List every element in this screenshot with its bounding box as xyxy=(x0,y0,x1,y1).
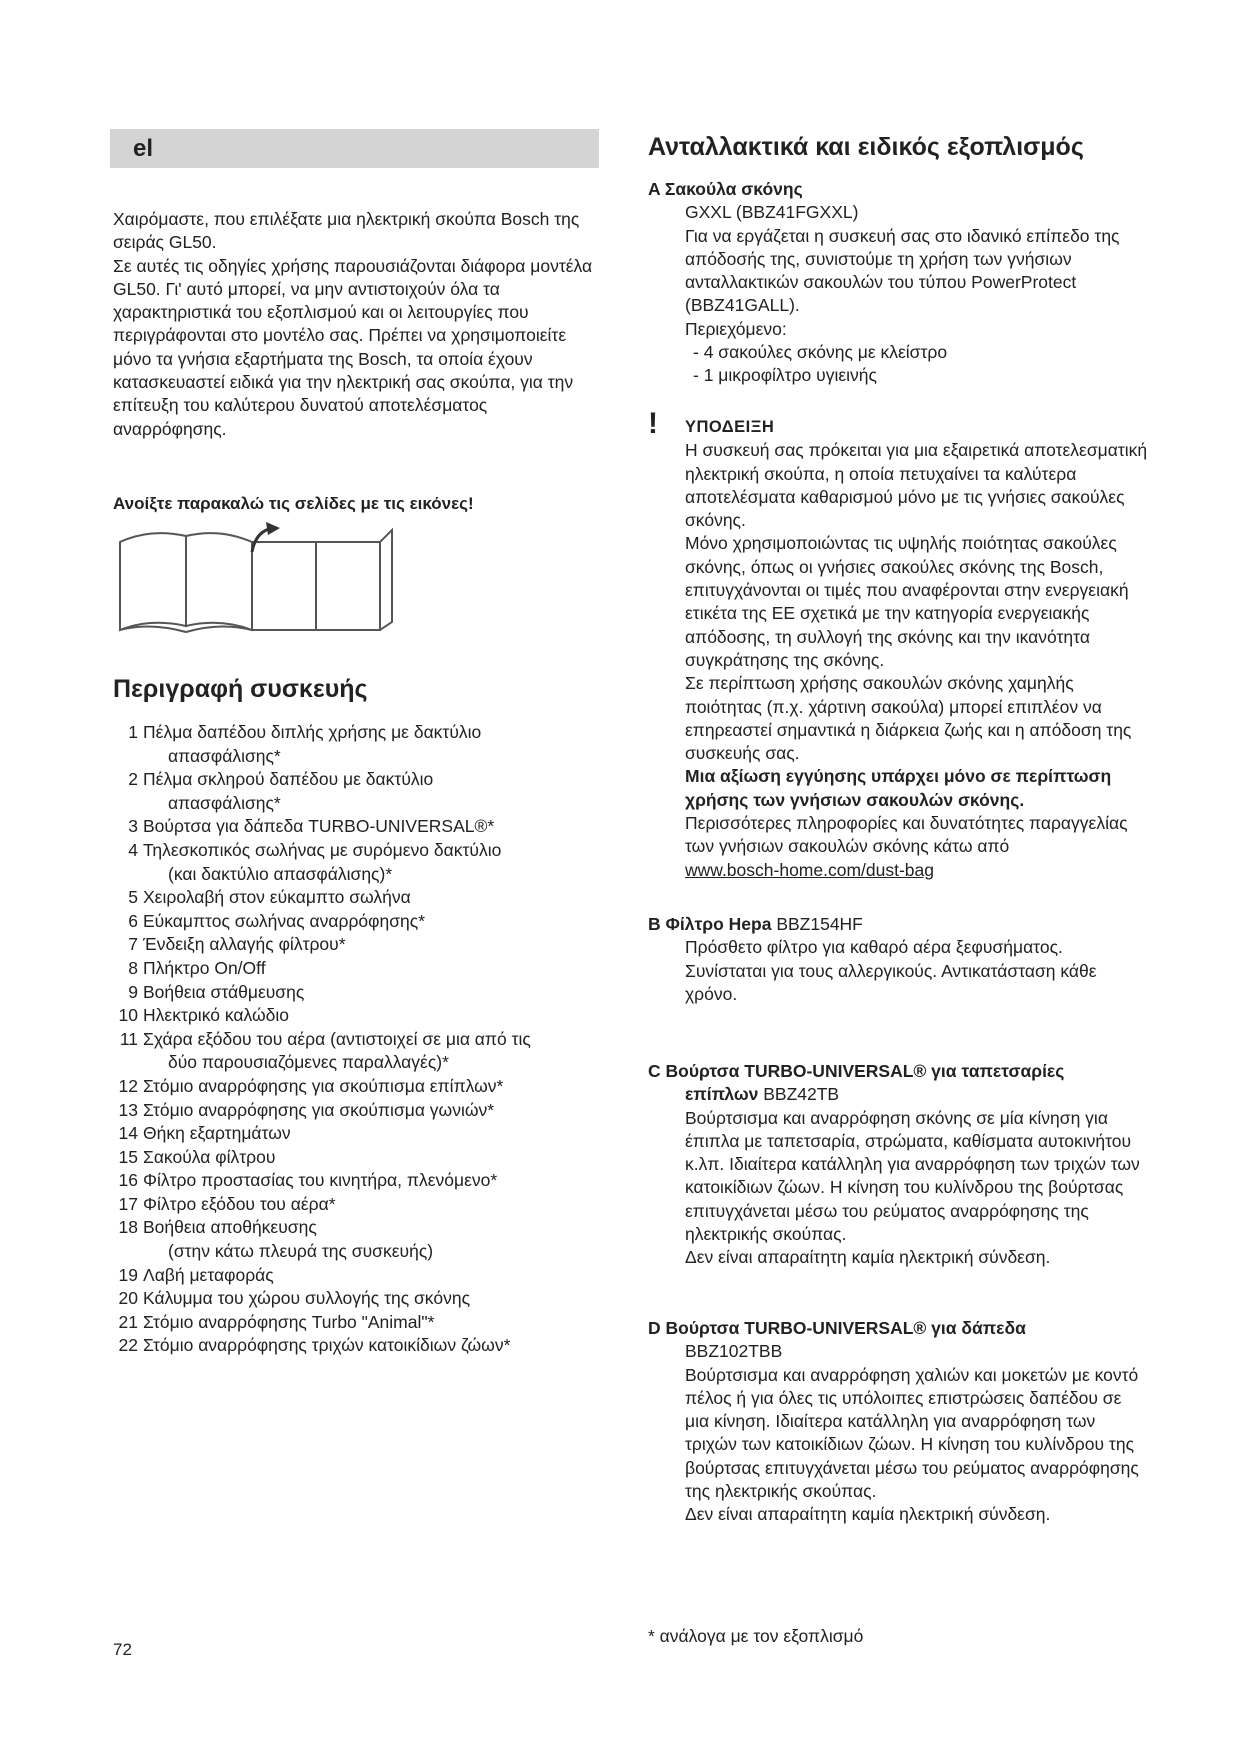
section-a-contents xyxy=(685,341,1148,388)
part-number: 5 xyxy=(128,887,138,908)
footnote: * ανάλογα με τον εξοπλισμό xyxy=(648,1626,864,1646)
part-number: 19 xyxy=(118,1264,138,1285)
part-number xyxy=(113,1240,138,1264)
part-number xyxy=(113,792,138,816)
part-number: 11 xyxy=(119,1028,138,1049)
section-b-heading: B Φίλτρο Hepa xyxy=(648,914,772,934)
section-c-heading-cont: επίπλων xyxy=(685,1084,759,1105)
part-label: Στόμιο αναρρόφησης τριχών κατοικίδιων ζώων* xyxy=(143,1335,511,1356)
note-warranty: Μια αξίωση εγγύησης υπάρχει μόνο σε περίπτωση χρήσης των γνήσιων σακουλών σκόνης. xyxy=(685,766,1112,810)
list-item xyxy=(113,815,613,839)
list-item xyxy=(113,1169,613,1193)
part-label: Σχάρα εξόδου του αέρα (αντιστοιχεί σε μια από τις xyxy=(143,1028,531,1049)
note-paragraph-2: Μόνο χρησιμοποιώντας τις υψηλής ποιότητας σακούλες σκόνης, όπως οι γνήσιες σακούλες σκόνης της Bosch, επιτυγχάνονται οι τιμές που αναφέρονται στην ενεργειακή ετικέτα της ΕΕ σχετικά με την κατηγορία ενεργειακής απόδοσης, τη συλλογή της σκόνης και την ικανότητα συγκράτησης της σκόνης. xyxy=(685,533,1129,670)
part-label: Χειρολαβή στον εύκαμπτο σωλήνα xyxy=(143,887,411,908)
section-d-code: BBZ102TBB xyxy=(685,1341,783,1362)
list-item xyxy=(113,863,613,887)
part-label: Πέλμα δαπέδου διπλής χρήσης με δακτύλιο xyxy=(143,722,482,742)
section-a-contents-label: Περιεχόμενο: xyxy=(685,318,787,339)
intro-paragraph-2: Σε αυτές τις οδηγίες χρήσης παρουσιάζονται διάφορα μοντέλα GL50. Γι' αυτό μπορεί, να μην αντιστοιχούν όλα τα χαρακτηριστικά του εξοπλισμού και οι λειτουργίες που περιγράφονται στο μοντέλο σας. Πρέπει να χρησιμοποιείτε μόνο τα γνήσια εξαρτήματα της Bosch, τα οποία έχουν κατασκευαστεί ειδικά για την ηλεκτρική σας σκούπα, για την επίτευξη του καλύτερου δυνατού αποτελέσματος αναρρόφησης. xyxy=(113,255,593,439)
section-c-code: BBZ42TB xyxy=(758,1084,840,1105)
list-item xyxy=(113,1028,613,1052)
section-d-floor-brush xyxy=(648,1317,1148,1527)
part-number: 10 xyxy=(118,1005,138,1026)
part-number: 7 xyxy=(128,934,138,955)
part-number: 12 xyxy=(118,1075,138,1096)
section-c-text-2: Δεν είναι απαραίτητη καμία ηλεκτρική σύνδεση. xyxy=(685,1247,1051,1268)
part-number: 6 xyxy=(128,910,138,931)
list-item xyxy=(113,957,613,981)
part-number: 3 xyxy=(128,816,138,837)
section-b-hepa-filter xyxy=(648,913,1148,1006)
part-number: 16 xyxy=(118,1170,138,1191)
warning-icon: ! xyxy=(648,407,658,440)
list-item xyxy=(113,1146,613,1170)
dust-bag-link[interactable]: www.bosch-home.com/dust-bag xyxy=(685,859,934,880)
section-d-text: Βούρτσισμα και αναρρόφηση χαλιών και μοκετών με κοντό πέλος ή για όλες τις υπόλοιπες επιστρώσεις δαπέδου σε μια κίνηση. Ιδιαίτερα κατάλληλη για αναρρόφηση των τριχών των κατοικίδιων ζώων. Η κίνηση του κυλίνδρου της βούρτσας επιτυγχάνεται μέσω του ρεύματος αναρρόφησης της ηλεκτρικής σκούπας. xyxy=(685,1364,1139,1502)
list-item xyxy=(113,933,613,957)
part-label: Ένδειξη αλλαγής φίλτρου* xyxy=(143,934,346,955)
note-box xyxy=(648,407,1148,882)
part-number: 20 xyxy=(118,1288,138,1309)
part-label: Βούρτσα για δάπεδα TURBO-UNIVERSAL®* xyxy=(143,816,495,837)
language-code: el xyxy=(133,135,154,162)
list-item xyxy=(113,1240,613,1264)
open-pages-instruction: Ανοίξτε παρακαλώ τις σελίδες με τις εικόνες! xyxy=(113,494,474,513)
part-number: 1 xyxy=(128,722,138,742)
part-label: Σακούλα φίλτρου xyxy=(143,1146,276,1167)
intro-paragraph-1: Χαιρόμαστε, που επιλέξατε μια ηλεκτρική σκούπα Bosch της σειράς GL50. xyxy=(113,209,580,253)
part-label: Φίλτρο προστασίας του κινητήρα, πλενόμενο* xyxy=(143,1170,498,1191)
list-item xyxy=(113,1334,613,1358)
part-number: 9 xyxy=(128,981,138,1002)
section-b-text: Πρόσθετο φίλτρο για καθαρό αέρα ξεφυσήματος. Συνίσταται για τους αλλεργικούς. Αντικατάσταση κάθε χρόνο. xyxy=(685,937,1097,1004)
list-item xyxy=(113,745,613,769)
list-item xyxy=(113,721,613,745)
section-a-text: Για να εργάζεται η συσκευή σας στο ιδανικό επίπεδο της απόδοσής της, συνιστούμε τη χρήση των γνήσιων ανταλλακτικών σακουλών του τύπου PowerProtect (BBZ41GALL). xyxy=(685,225,1120,316)
note-heading: ΥΠΟΔΕΙΞΗ xyxy=(685,418,775,436)
part-label: Βοήθεια στάθμευσης xyxy=(143,981,305,1002)
part-number xyxy=(113,1051,138,1075)
part-number: 21 xyxy=(118,1311,138,1332)
part-number: 22 xyxy=(118,1335,138,1356)
part-label: δύο παρουσιαζόμενες παραλλαγές)* xyxy=(168,1052,449,1073)
list-item xyxy=(113,1075,613,1099)
part-label: Θήκη εξαρτημάτων xyxy=(143,1123,291,1144)
language-header-bar xyxy=(110,129,599,168)
list-item xyxy=(113,1051,613,1075)
part-label: Στόμιο αναρρόφησης Turbo "Animal"* xyxy=(143,1311,435,1332)
list-item xyxy=(113,1122,613,1146)
part-number: 15 xyxy=(118,1146,138,1167)
part-number: 2 xyxy=(128,769,138,790)
part-label: Στόμιο αναρρόφησης για σκούπισμα επίπλων* xyxy=(143,1075,504,1096)
list-item xyxy=(113,1099,613,1123)
list-item xyxy=(113,839,613,863)
part-label: Πέλμα σκληρού δαπέδου με δακτύλιο xyxy=(143,769,434,790)
section-c-text: Βούρτσισμα και αναρρόφηση σκόνης σε μία κίνηση για έπιπλα με ταπετσαρία, στρώματα, καθίσματα αυτοκινήτου κ.λπ. Ιδιαίτερα κατάλληλη για αναρρόφηση των τριχών των κατοικίδιων ζώων. Η κίνηση του κυλίνδρου της βούρτσας επιτυγχάνεται μέσω του ρεύματος αναρρόφησης της ηλεκτρικής σκούπας. xyxy=(685,1107,1140,1245)
part-label: Ηλεκτρικό καλώδιο xyxy=(143,1005,289,1026)
part-number: 8 xyxy=(128,957,138,978)
fold-out-pages-illustration xyxy=(116,522,396,639)
section-a-heading: A Σακούλα σκόνης xyxy=(648,179,803,199)
section-d-text-2: Δεν είναι απαραίτητη καμία ηλεκτρική σύνδεση. xyxy=(685,1504,1051,1525)
intro-text xyxy=(113,208,603,441)
part-label: Στόμιο αναρρόφησης για σκούπισμα γωνιών* xyxy=(143,1099,495,1120)
part-label: (και δακτύλιο απασφάλισης)* xyxy=(168,863,393,884)
part-label: Εύκαμπτος σωλήνας αναρρόφησης* xyxy=(143,910,426,931)
list-item xyxy=(113,1287,613,1311)
list-item xyxy=(113,1264,613,1288)
part-number: 4 xyxy=(128,839,138,860)
section-a-dust-bag xyxy=(648,178,1148,388)
section-d-heading: D Βούρτσα TURBO-UNIVERSAL® για δάπεδα xyxy=(648,1318,1026,1338)
list-item xyxy=(113,792,613,816)
list-item xyxy=(113,1311,613,1335)
accessories-title: Ανταλλακτικά και ειδικός εξοπλισμός xyxy=(648,133,1084,161)
part-label: Λαβή μεταφοράς xyxy=(143,1264,274,1285)
part-number xyxy=(113,745,138,769)
list-item xyxy=(113,981,613,1005)
part-label: απασφάλισης* xyxy=(168,745,281,766)
part-label: Πλήκτρο On/Off xyxy=(143,957,266,978)
parts-list xyxy=(113,721,613,1358)
list-item xyxy=(113,1216,613,1240)
part-label: Βοήθεια αποθήκευσης xyxy=(143,1217,317,1238)
list-item: - 1 μικροφίλτρο υγιεινής xyxy=(693,365,877,386)
part-number xyxy=(113,863,138,887)
section-a-code: GXXL (BBZ41FGXXL) xyxy=(685,202,859,223)
section-c-heading: C Βούρτσα TURBO-UNIVERSAL® για ταπετσαρίες xyxy=(648,1061,1065,1081)
list-item xyxy=(113,1004,613,1028)
part-number: 18 xyxy=(118,1217,138,1238)
note-paragraph-3: Σε περίπτωση χρήσης σακουλών σκόνης χαμηλής ποιότητας (π.χ. χάρτινη σακούλα) μπορεί επιπλέον να επηρεαστεί σημαντικά η διάρκεια ζωής και η απόδοση της συσκευής σας. xyxy=(685,673,1132,764)
part-number: 14 xyxy=(118,1123,138,1144)
list-item xyxy=(113,768,613,792)
part-label: Φίλτρο εξόδου του αέρα* xyxy=(143,1193,336,1214)
description-title: Περιγραφή συσκευής xyxy=(113,675,368,703)
page-number: 72 xyxy=(113,1640,132,1659)
section-c-upholstery-brush xyxy=(648,1060,1148,1270)
part-number: 17 xyxy=(118,1193,138,1214)
list-item xyxy=(113,1193,613,1217)
part-label: (στην κάτω πλευρά της συσκευής) xyxy=(168,1241,434,1262)
note-paragraph-5: Περισσότερες πληροφορίες και δυνατότητες παραγγελίας των γνήσιων σακουλών σκόνης κάτω από xyxy=(685,813,1128,857)
part-number: 13 xyxy=(118,1099,138,1120)
list-item xyxy=(113,886,613,910)
part-label: Κάλυμμα του χώρου συλλογής της σκόνης xyxy=(143,1288,470,1309)
note-paragraph-1: Η συσκευή σας πρόκειται για μια εξαιρετικά αποτελεσματική ηλεκτρική σκούπα, η οποία πετυχαίνει τα καλύτερα αποτελέσματα καθαρισμού μόνο με τις γνήσιες σακούλες σκόνης. xyxy=(685,440,1148,531)
list-item xyxy=(113,910,613,934)
part-label: απασφάλισης* xyxy=(168,792,281,813)
section-b-code: BBZ154HF xyxy=(771,914,863,934)
list-item: - 4 σακούλες σκόνης με κλείστρο xyxy=(693,342,948,363)
part-label: Τηλεσκοπικός σωλήνας με συρόμενο δακτύλιο xyxy=(143,839,502,860)
